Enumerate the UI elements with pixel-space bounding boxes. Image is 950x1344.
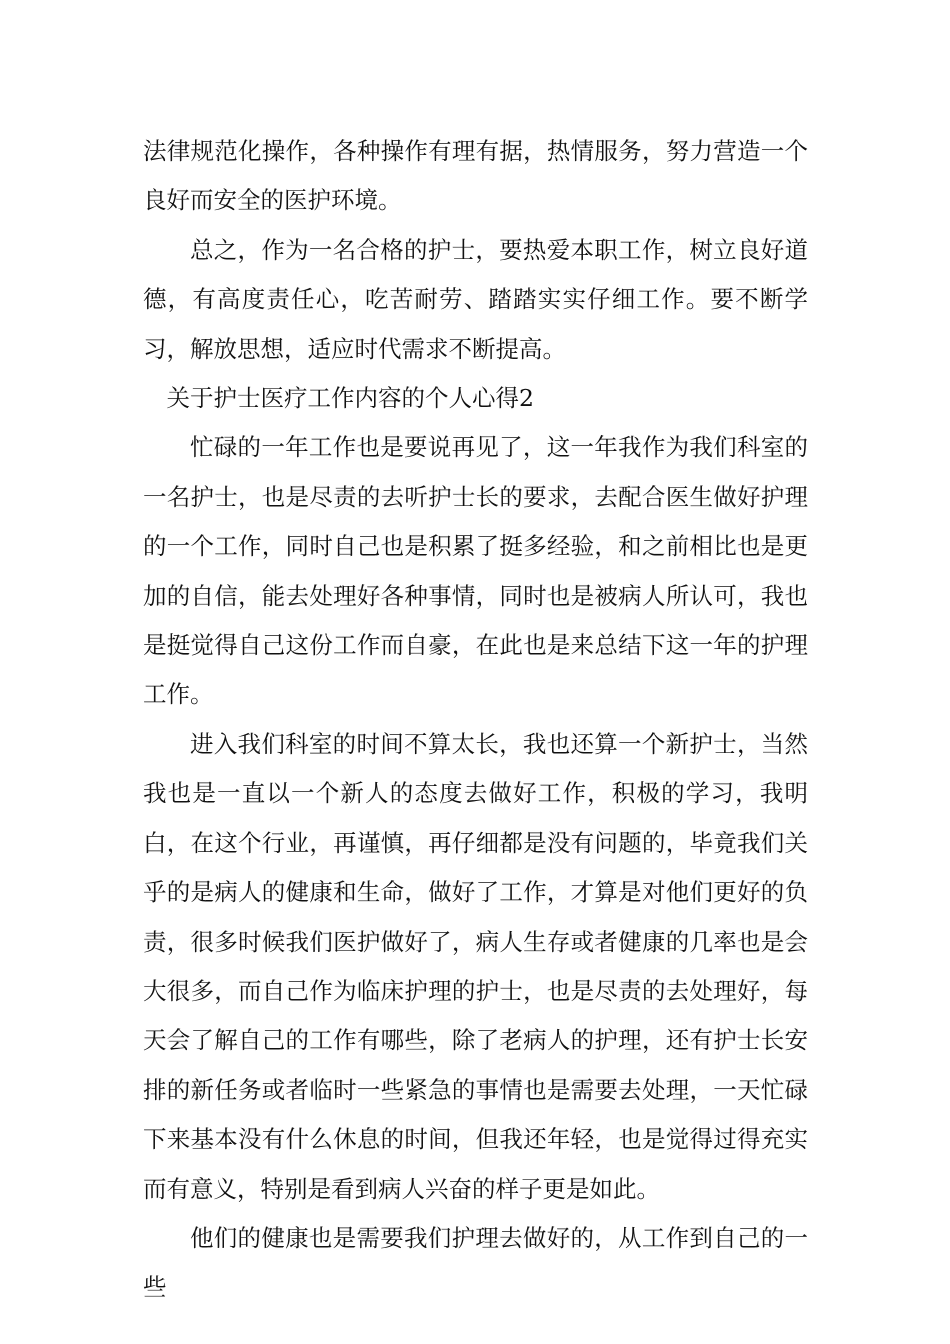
paragraph-health: 他们的健康也是需要我们护理去做好的，从工作到自己的一些: [143, 1223, 808, 1302]
paragraph-continuation: 法律规范化操作，各种操作有理有据，热情服务，努力营造一个良好而安全的医护环境。: [143, 137, 808, 215]
paragraph-new-nurse: 进入我们科室的时间不算太长，我也还算一个新护士，当然我也是一直以一个新人的态度去做好工作，积极的学习，我明白，在这个行业，再谨慎，再仔细都是没有问题的，毕竟我们关乎的是病人的健康和生命，做好了工作，才算是对他们更好的负责，很多时候我们医护做好了，病人生存或者健康的几率也是会大很多，而自己作为临床护理的护士，也是尽责的去处理好，每天会了解自己的工作有哪些，除了老病人的护理，还有护士长安排的新任务或者临时一些紧急的事情也是需要去处理，一天忙碌下来基本没有什么休息的时间，但我还年轻，也是觉得过得充实而有意义，特别是看到病人兴奋的样子更是如此。: [143, 729, 808, 1203]
paragraph-conclusion: 总之，作为一名合格的护士，要热爱本职工作，树立良好道德，有高度责任心，吃苦耐劳、踏踏实实仔细工作。要不断学习，解放思想，适应时代需求不断提高。: [143, 235, 808, 363]
document-body: [143, 127, 808, 1313]
section-heading: 关于护士医疗工作内容的个人心得2: [166, 384, 534, 413]
paragraph-year-summary: 忙碌的一年工作也是要说再见了，这一年我作为我们科室的一名护士，也是尽责的去听护士长的要求，去配合医生做好护理的一个工作，同时自己也是积累了挺多经验，和之前相比也是更加的自信，能去处理好各种事情，同时也是被病人所认可，我也是挺觉得自己这份工作而自豪，在此也是来总结下这一年的护理工作。: [143, 433, 808, 709]
